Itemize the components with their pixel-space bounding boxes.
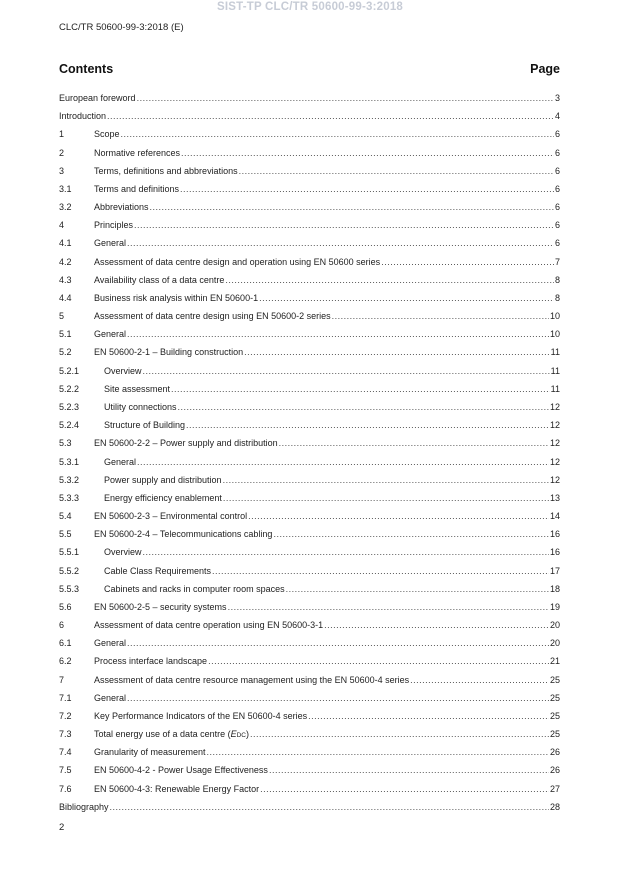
toc-entry-title: Assessment of data centre resource management using the EN 50600-4 series	[94, 674, 410, 685]
toc-entry[interactable]	[59, 398, 560, 416]
toc-entry-page: 12	[549, 456, 560, 467]
toc-entry-number: 3.1	[59, 183, 72, 194]
dot-leader	[208, 656, 549, 666]
toc-entry-number: 7.6	[59, 783, 72, 794]
toc-entry[interactable]	[59, 471, 560, 489]
toc-entry-title: Bibliography	[59, 801, 109, 812]
dot-leader	[121, 129, 554, 139]
contents-heading	[59, 62, 560, 76]
toc-entry-page: 6	[554, 147, 560, 158]
dot-leader	[381, 257, 554, 267]
toc-entry-page: 25	[549, 674, 560, 685]
toc-entry-title: Terms, definitions and abbreviations	[94, 165, 238, 176]
toc-entry-page: 25	[549, 692, 560, 703]
toc-entry-page: 6	[554, 165, 560, 176]
dot-leader	[134, 220, 554, 230]
toc-entry-number: 5.5.3	[59, 583, 80, 594]
toc-entry-page: 21	[549, 656, 560, 667]
toc-entry-title: Availability class of a data centre	[94, 274, 225, 285]
toc-entry-page: 18	[549, 583, 560, 594]
toc-entry-title: Assessment of data centre operation using EN 50600-3-1	[94, 620, 324, 631]
dot-leader	[308, 711, 549, 721]
toc-entry-number: 7.2	[59, 710, 72, 721]
toc-entry-title: Key Performance Indicators of the EN 50600-4 series	[94, 710, 308, 721]
dot-leader	[127, 693, 549, 703]
toc-entry-number: 5.2.2	[59, 383, 80, 394]
toc-entry-page: 19	[549, 601, 560, 612]
toc-entry-title: Normative references	[94, 147, 181, 158]
toc-entry[interactable]	[59, 271, 560, 289]
toc-entry[interactable]	[59, 234, 560, 252]
toc-entry[interactable]	[59, 561, 560, 579]
toc-entry-number: 5.6	[59, 601, 72, 612]
toc-entry-number: 4.3	[59, 274, 72, 285]
dot-leader	[137, 93, 554, 103]
dot-leader	[223, 493, 549, 503]
toc-entry-number: 5.3.3	[59, 492, 80, 503]
toc-entry-title: Principles	[94, 220, 134, 231]
toc-entry-number: 4.4	[59, 292, 72, 303]
toc-entry-page: 27	[549, 783, 560, 794]
toc-entry-number: 5.1	[59, 329, 72, 340]
toc-entry[interactable]	[59, 707, 560, 725]
toc-entry-page: 6	[554, 238, 560, 249]
toc-entry[interactable]	[59, 380, 560, 398]
toc-entry-number: 3.2	[59, 202, 72, 213]
toc-entry-number: 5.5.1	[59, 547, 80, 558]
toc-entry[interactable]	[59, 307, 560, 325]
toc-entry-title: Site assessment	[104, 383, 171, 394]
toc-entry-number: 7.5	[59, 765, 72, 776]
toc-entry-title: General	[104, 456, 137, 467]
toc-entry[interactable]	[59, 507, 560, 525]
toc-entry-title: Abbreviations	[94, 202, 149, 213]
toc-entry[interactable]	[59, 725, 560, 743]
toc-entry-page: 12	[549, 420, 560, 431]
toc-entry[interactable]	[59, 89, 560, 107]
toc-entry[interactable]	[59, 634, 560, 652]
toc-entry-title: Scope	[94, 129, 120, 140]
toc-entry[interactable]	[59, 216, 560, 234]
toc-entry-title: Assessment of data centre design using EN 50600-2 series	[94, 311, 331, 322]
toc-entry-number: 5.5	[59, 529, 72, 540]
dot-leader	[127, 638, 549, 648]
dot-leader	[127, 238, 554, 248]
toc-entry-number: 5.3.1	[59, 456, 80, 467]
dot-leader	[324, 620, 549, 630]
toc-entry-number: 6.1	[59, 638, 72, 649]
toc-entry-page: 25	[549, 710, 560, 721]
dot-leader	[279, 438, 549, 448]
toc-entry[interactable]	[59, 761, 560, 779]
toc-entry-number: 4.1	[59, 238, 72, 249]
toc-entry-number: 7.3	[59, 729, 72, 740]
toc-entry-page: 25	[549, 729, 560, 740]
document-id: CLC/TR 50600-99-3:2018 (E)	[59, 22, 184, 33]
toc-entry-number: 3	[59, 165, 65, 176]
dot-leader	[269, 765, 549, 775]
dot-leader	[137, 457, 549, 467]
toc-entry-page: 16	[549, 529, 560, 540]
toc-entry-page: 12	[549, 438, 560, 449]
toc-entry-title: EN 50600-2-4 – Telecommunications cabling	[94, 529, 273, 540]
dot-leader	[143, 366, 550, 376]
toc-entry-page: 12	[549, 474, 560, 485]
toc-entry-number: 5.3.2	[59, 474, 80, 485]
dot-leader	[332, 311, 549, 321]
toc-entry-number: 5.2.4	[59, 420, 80, 431]
toc-entry-title: General	[94, 692, 127, 703]
toc-entry-title: Utility connections	[104, 402, 177, 412]
toc-entry[interactable]	[59, 743, 560, 761]
toc-entry[interactable]	[59, 689, 560, 707]
toc-entry-number: 5.5.2	[59, 565, 80, 576]
toc-entry-page: 26	[549, 765, 560, 776]
toc-entry[interactable]	[59, 289, 560, 307]
toc-entry[interactable]	[59, 362, 560, 380]
toc-entry-title: Assessment of data centre design and operation using EN 50600 series	[94, 256, 381, 267]
toc-entry[interactable]	[59, 671, 560, 689]
toc-entry-page: 11	[550, 365, 560, 376]
toc-entry-number: 7.1	[59, 692, 72, 703]
dot-leader	[244, 347, 550, 357]
dot-leader	[150, 202, 554, 212]
dot-leader	[248, 511, 549, 521]
toc-entry-title: Power supply and distribution	[104, 474, 222, 485]
toc-entry[interactable]	[59, 162, 560, 180]
toc-entry[interactable]	[59, 416, 560, 434]
toc-entry-title: Granularity of measurement	[94, 747, 206, 758]
dot-leader	[260, 784, 549, 794]
toc-entry[interactable]	[59, 107, 560, 125]
toc-entry-page: 6	[554, 220, 560, 231]
toc-entry-page: 6	[554, 129, 560, 140]
toc-entry-number: 6.2	[59, 656, 72, 667]
toc-entry-number: 7	[59, 674, 65, 685]
toc-entry[interactable]	[59, 253, 560, 271]
table-of-contents	[59, 89, 560, 816]
toc-entry[interactable]	[59, 543, 560, 561]
toc-entry-page: 26	[549, 747, 560, 758]
toc-entry[interactable]	[59, 652, 560, 670]
energy-symbol-subscript: DC	[236, 732, 246, 740]
dot-leader	[127, 329, 549, 339]
toc-entry[interactable]	[59, 798, 560, 816]
toc-entry[interactable]	[59, 489, 560, 507]
toc-entry-page: 6	[554, 202, 560, 213]
toc-entry-number: 2	[59, 147, 65, 158]
dot-leader	[239, 166, 554, 176]
dot-leader	[225, 275, 554, 285]
toc-entry-title: General	[94, 638, 127, 649]
toc-entry-page: 11	[550, 347, 560, 358]
dot-leader	[143, 547, 549, 557]
page-column-label: Page	[530, 62, 560, 76]
toc-entry-title: European foreword	[59, 93, 136, 104]
toc-entry-title: Terms and definitions	[94, 183, 180, 194]
dot-leader	[410, 675, 549, 685]
toc-entry-title: Business risk analysis within EN 50600-1	[94, 292, 259, 303]
page-number: 2	[59, 822, 65, 833]
toc-entry-page: 6	[554, 183, 560, 194]
toc-entry-title: General	[94, 329, 127, 340]
toc-entry-title: Structure of Building	[104, 420, 186, 431]
toc-entry-page: 13	[549, 492, 560, 503]
toc-entry-number: 1	[59, 129, 65, 140]
toc-entry-page: 8	[554, 274, 560, 285]
dot-leader	[273, 529, 549, 539]
toc-entry-page: 14	[549, 511, 560, 522]
toc-entry-number: 5.2.1	[59, 365, 80, 376]
dot-leader	[180, 184, 554, 194]
toc-entry-number: 5.2.3	[59, 402, 80, 412]
toc-entry-title: Total energy use of a data centre (EDC)	[94, 729, 249, 740]
toc-entry-title: EN 50600-2-3 – Environmental control	[94, 511, 248, 522]
energy-symbol: E	[230, 729, 237, 740]
toc-entry-page: 7	[554, 256, 560, 267]
toc-entry-title: EN 50600-2-1 – Building construction	[94, 347, 244, 358]
toc-entry-number: 4	[59, 220, 65, 231]
toc-entry-page: 12	[549, 402, 560, 412]
toc-entry-title: Overview	[104, 547, 142, 558]
toc-entry[interactable]	[59, 434, 560, 452]
toc-entry[interactable]	[59, 452, 560, 470]
contents-title: Contents	[59, 62, 114, 76]
toc-entry-page: 4	[554, 111, 560, 122]
toc-entry-title: Cable Class Requirements	[104, 565, 212, 576]
dot-leader	[186, 420, 549, 430]
toc-entry[interactable]	[59, 598, 560, 616]
toc-entry-title: EN 50600-4-2 - Power Usage Effectiveness	[94, 765, 268, 776]
dot-leader	[286, 584, 549, 594]
toc-entry-title: Overview	[104, 365, 142, 376]
toc-entry[interactable]	[59, 343, 560, 361]
toc-entry[interactable]	[59, 180, 560, 198]
toc-entry[interactable]	[59, 616, 560, 634]
toc-entry-title: Introduction	[59, 111, 107, 122]
dot-leader	[171, 384, 550, 394]
toc-entry-number: 5.4	[59, 511, 72, 522]
toc-entry-title: Energy efficiency enablement	[104, 492, 222, 503]
watermark: SIST-TP CLC/TR 50600-99-3:2018	[216, 1, 404, 13]
toc-entry-title: EN 50600-2-5 – security systems	[94, 601, 227, 612]
toc-entry-number: 7.4	[59, 747, 72, 758]
toc-entry-page: 10	[549, 311, 560, 322]
toc-entry-page: 11	[550, 383, 560, 394]
toc-entry-number: 5	[59, 311, 65, 322]
toc-entry-title: EN 50600-4-3: Renewable Energy Factor	[94, 783, 260, 794]
toc-entry-number: 5.3	[59, 438, 72, 449]
dot-leader	[207, 747, 549, 757]
toc-entry-number: 6	[59, 620, 65, 631]
dot-leader	[223, 475, 549, 485]
toc-entry-title: Process interface landscape	[94, 656, 208, 667]
toc-entry[interactable]	[59, 780, 560, 798]
toc-entry-number: 5.2	[59, 347, 72, 358]
toc-entry[interactable]	[59, 525, 560, 543]
toc-entry-page: 17	[549, 565, 560, 576]
dot-leader	[250, 729, 549, 739]
toc-entry[interactable]	[59, 144, 560, 162]
toc-entry[interactable]	[59, 325, 560, 343]
toc-entry-page: 10	[549, 329, 560, 340]
toc-entry-page: 28	[549, 801, 560, 812]
dot-leader	[259, 293, 554, 303]
dot-leader	[107, 111, 554, 121]
toc-entry-title: General	[94, 238, 127, 249]
toc-entry-page: 20	[549, 638, 560, 649]
toc-entry-page: 16	[549, 547, 560, 558]
toc-entry[interactable]	[59, 580, 560, 598]
dot-leader	[212, 566, 549, 576]
toc-entry-page: 8	[554, 292, 560, 303]
dot-leader	[181, 148, 554, 158]
dot-leader	[110, 802, 549, 812]
dot-leader	[228, 602, 549, 612]
dot-leader	[178, 402, 549, 412]
toc-entry-page: 3	[554, 93, 560, 104]
toc-entry[interactable]	[59, 125, 560, 143]
toc-entry-number: 4.2	[59, 256, 72, 267]
toc-entry-title: Cabinets and racks in computer room spaces	[104, 583, 285, 594]
toc-entry-title: EN 50600-2-2 – Power supply and distribution	[94, 438, 278, 449]
toc-entry[interactable]	[59, 198, 560, 216]
toc-entry-page: 20	[549, 620, 560, 631]
